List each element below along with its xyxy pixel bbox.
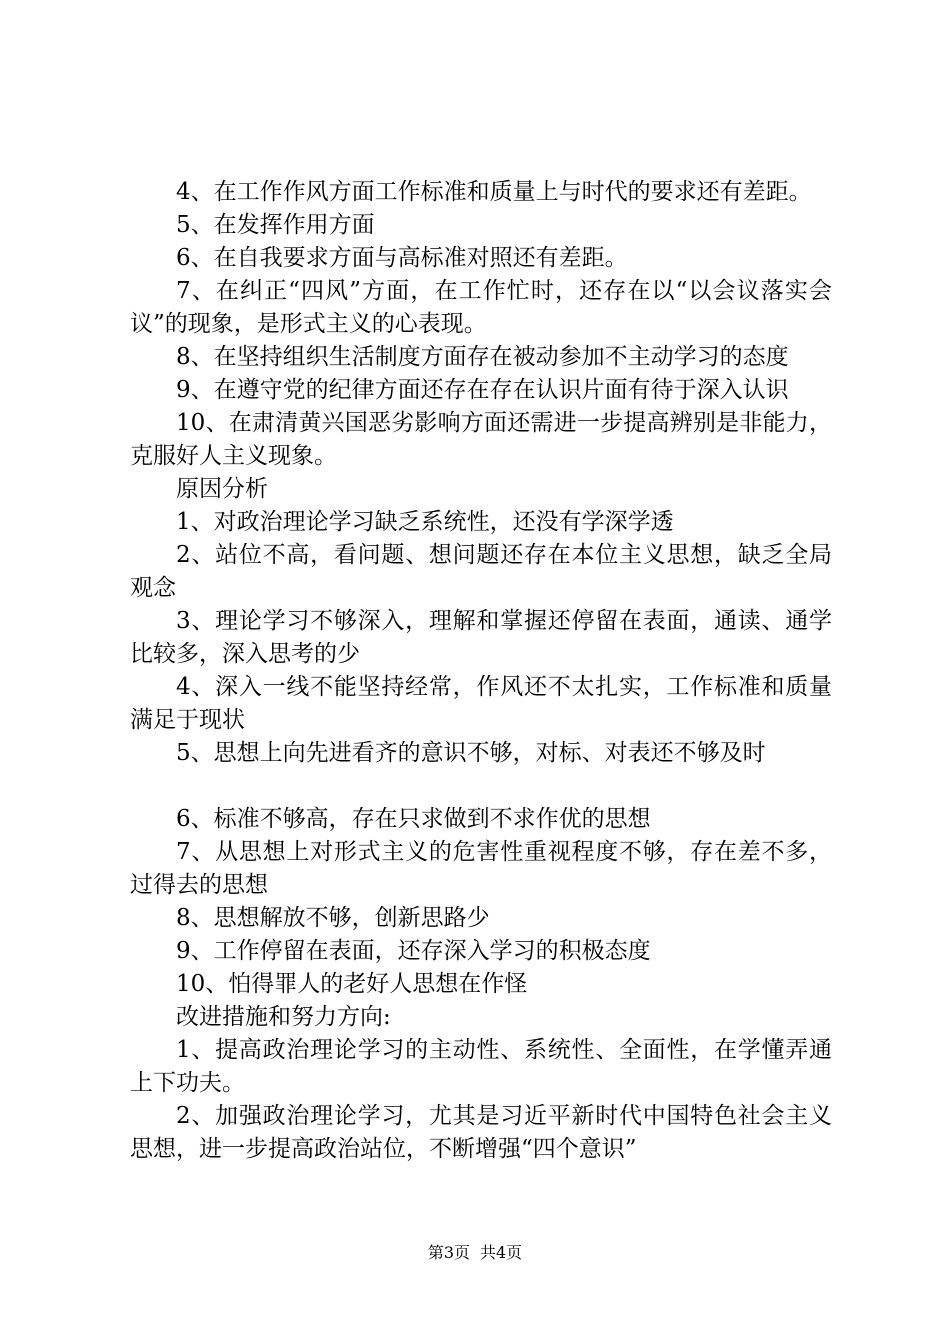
paragraph: 4、深入一线不能坚持经常，作风还不太扎实，工作标准和质量满足于现状 xyxy=(130,674,832,733)
paragraph: 1、对政治理论学习缺乏系统性，还没有学深学透 xyxy=(176,509,674,535)
paragraph: 6、标准不够高，存在只求做到不求作优的思想 xyxy=(176,806,651,832)
page-number-total: 共4页 xyxy=(480,1243,523,1262)
paragraph: 6、在自我要求方面与高标准对照还有差距。 xyxy=(176,245,628,271)
page-footer xyxy=(0,1243,950,1263)
page-number-current: 第3页 xyxy=(427,1243,470,1262)
paragraph: 7、从思想上对形式主义的危害性重视程度不够，存在差不多，过得去的思想 xyxy=(130,839,832,898)
document-body xyxy=(130,176,832,1166)
paragraph: 4、在工作作风方面工作标准和质量上与时代的要求还有差距。 xyxy=(176,179,812,205)
paragraph: 3、理论学习不够深入，理解和掌握还停留在表面，通读、通学比较多，深入思考的少 xyxy=(130,608,832,667)
paragraph: 7、在纠正“四风”方面，在工作忙时，还存在以“以会议落实会议”的现象，是形式主义的心表现。 xyxy=(130,278,832,337)
paragraph: 9、工作停留在表面，还存深入学习的积极态度 xyxy=(176,938,651,964)
paragraph: 8、思想解放不够，创新思路少 xyxy=(176,905,490,931)
paragraph: 1、提高政治理论学习的主动性、系统性、全面性，在学懂弄通上下功夫。 xyxy=(130,1037,832,1096)
paragraph: 5、思想上向先进看齐的意识不够，对标、对表还不够及时 xyxy=(176,740,766,766)
paragraph: 2、加强政治理论学习，尤其是习近平新时代中国特色社会主义思想，进一步提高政治站位，不断增强“四个意识” xyxy=(130,1103,832,1162)
paragraph: 2、站位不高，看问题、想问题还存在本位主义思想，缺乏全局观念 xyxy=(130,542,832,601)
section-heading-improvement-measures: 改进措施和努力方向: xyxy=(176,1004,391,1030)
paragraph: 5、在发挥作用方面 xyxy=(176,212,375,238)
paragraph: 8、在坚持组织生活制度方面存在被动参加不主动学习的态度 xyxy=(176,344,789,370)
paragraph: 10、怕得罪人的老好人思想在作怪 xyxy=(176,971,528,997)
section-heading-cause-analysis: 原因分析 xyxy=(176,476,268,502)
paragraph: 10、在肃清黄兴国恶劣影响方面还需进一步提高辨别是非能力，克服好人主义现象。 xyxy=(130,410,832,469)
paragraph: 9、在遵守党的纪律方面还存在存在认识片面有待于深入认识 xyxy=(176,377,789,403)
